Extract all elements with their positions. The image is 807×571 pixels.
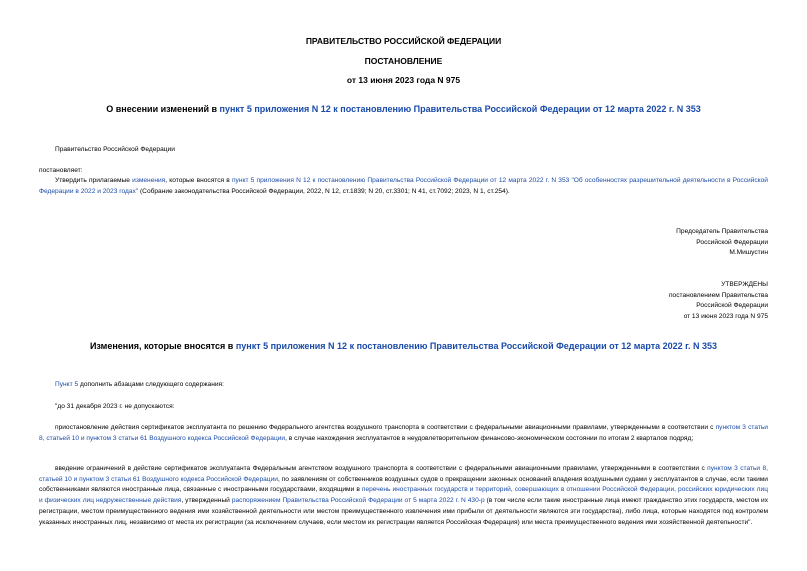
resolution-paragraph bbox=[39, 176, 768, 197]
approved-country: Российской Федерации bbox=[696, 302, 768, 310]
changes-title-prefix: Изменения, которые вносятся в bbox=[89, 341, 236, 351]
signature-country: Российской Федерации bbox=[696, 238, 768, 246]
signature-block bbox=[676, 227, 768, 259]
gov-name: Правительство Российской Федерации bbox=[55, 146, 175, 153]
doc-type: ПОСТАНОВЛЕНИЕ bbox=[364, 56, 443, 66]
changes-intro bbox=[55, 380, 224, 391]
intro-rest: дополнить абзацами следующего содержания: bbox=[78, 381, 224, 388]
approved-date: от 13 июня 2023 года N 975 bbox=[683, 313, 768, 321]
a2-list-link[interactable]: перечень иностранных государств и территорий, совершающих в отношении Российской Федерации, российских юридических лиц и физических лиц недружественные действия bbox=[39, 486, 768, 505]
org-title: ПРАВИТЕЛЬСТВО РОССИЙСКОЙ ФЕДЕРАЦИИ bbox=[305, 36, 502, 46]
a1-text-b: , в случае нахождения эксплуатантов в неудовлетворительном финансово-экономическом состоянии по итогам 2 кварталов подряд; bbox=[285, 434, 694, 442]
a2-text-b: , по заявлениям от собственников воздушных судов о прекращении законных оснований владения воздушными судами у эксплуатантов в случае, если такими собственниками являются иностранные лица, связанные с иностранными государствами, входящими в bbox=[39, 475, 768, 494]
quote-start: "до 31 декабря 2023 г. не допускаются: bbox=[55, 403, 175, 410]
a2-code-link[interactable]: пунктом 3 статьи 8, статьей 10 и пунктом 3 статьи 61 Воздушного кодекса Российской Федерации bbox=[39, 465, 768, 483]
p1-text-a: Утвердить прилагаемые bbox=[55, 177, 133, 184]
a2-text-d: (в том числе если такие иностранные лица имеют гражданство этих государств, местом их регистрации, местом преимущественного ведения ими хозяйственной деятельности или местом преимущественного извлечения ими прибыли от деятельности являются эти государства), либо лица, которые находятся под контролем указанных иностранных лиц, независимо от места их регистрации (за исключением случаев, если местом их регистрации является Российская Федерация) или места преимущественного ведения ими хозяйственной деятельности". bbox=[39, 497, 768, 526]
a2-text-a: введение ограничений в действие сертификатов эксплуатанта Федеральным агентством воздушного транспорта в соответствии с федеральными авиационными правилами, утвержденными в соответствии с bbox=[55, 465, 708, 472]
a2-order-link[interactable]: распоряжением Правительства Российской Федерации от 5 марта 2022 г. N 430-р bbox=[231, 497, 485, 505]
approved-block bbox=[669, 280, 768, 323]
a2-text-c: , утвержденный bbox=[181, 497, 232, 505]
p1-text-c: (Собрание законодательства Российской Федерации, 2022, N 12, ст.1839; N 20, ст.3301; N 41, ст.7092; 2023, N 1, ст.254). bbox=[138, 187, 510, 195]
title-link[interactable]: пункт 5 приложения N 12 к постановлению Правительства Российской Федерации от 12 марта 2022 г. N 353 bbox=[219, 104, 701, 114]
amendment-paragraph-2 bbox=[39, 464, 768, 528]
clause-5-link[interactable]: Пункт 5 bbox=[55, 381, 79, 388]
doc-date: от 13 июня 2023 года N 975 bbox=[346, 75, 461, 85]
changes-title bbox=[0, 341, 807, 351]
amendment-paragraph-1 bbox=[39, 423, 768, 444]
resolves-text: постановляет: bbox=[39, 167, 83, 174]
approved-by: постановлением Правительства bbox=[668, 291, 768, 299]
p1-link-clause[interactable]: пункт 5 приложения N 12 к постановлению Правительства Российской Федерации от 12 марта 2022 г. N 353 "Об особенностях разрешительной деятельности в Российской Федерации в 2022 и 2023 годах" bbox=[39, 177, 768, 195]
p1-text-b: , которые вносятся в bbox=[165, 177, 232, 184]
approved-label: УТВЕРЖДЕНЫ bbox=[721, 281, 768, 288]
changes-title-link[interactable]: пункт 5 приложения N 12 к постановлению Правительства Российской Федерации от 12 марта 2022 г. N 353 bbox=[235, 341, 718, 351]
doc-title bbox=[0, 104, 807, 114]
a1-code-link[interactable]: пунктом 3 статьи 8, статьей 10 и пунктом 3 статьи 61 Воздушного кодекса Российской Федерации bbox=[39, 424, 768, 442]
signature-position: Председатель Правительства bbox=[676, 228, 768, 235]
a1-text-a: приостановление действия сертификатов эксплуатанта по решению Федерального агентства воздушного транспорта в соответствии с федеральными авиационными правилами, утвержденными в соответствии с bbox=[55, 424, 716, 431]
title-prefix: О внесении изменений в bbox=[106, 104, 220, 114]
p1-link-changes[interactable]: изменения bbox=[132, 177, 166, 184]
signature-name: М.Мишустин bbox=[729, 249, 768, 257]
